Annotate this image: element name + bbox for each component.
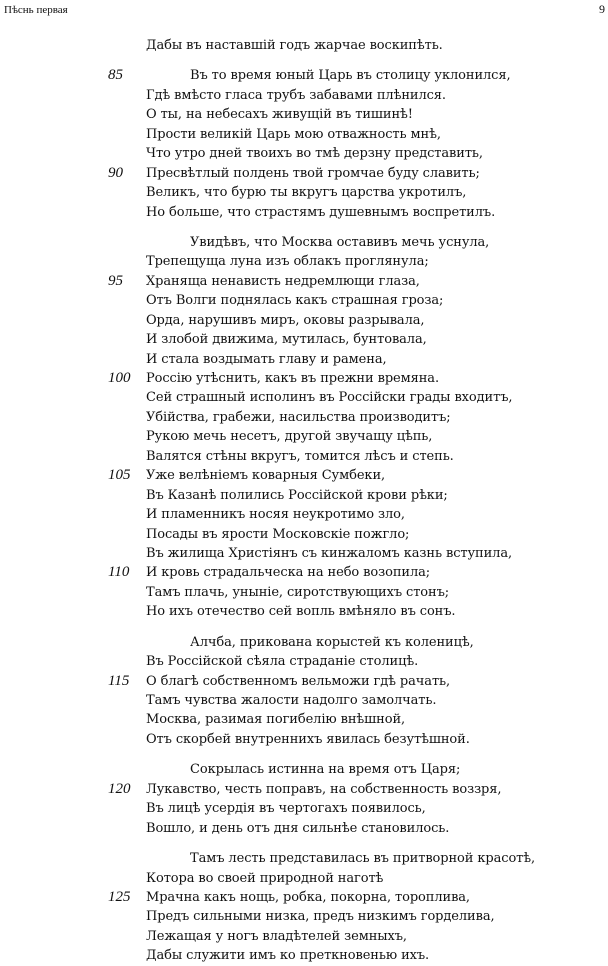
poem-line	[0, 369, 608, 388]
poem-line	[0, 330, 608, 349]
poem-line	[0, 311, 608, 330]
poem-line	[0, 427, 608, 446]
verse-text: Россію утѣснить, какъ въ прежни времяна.	[146, 371, 439, 386]
verse-text: Но больше, что страстямъ душевнымъ воспретилъ.	[146, 204, 496, 220]
poem-line	[0, 652, 608, 671]
poem-line	[0, 203, 608, 222]
poem-line	[0, 164, 608, 183]
line-number: 105	[108, 467, 131, 484]
poem-line	[0, 691, 608, 710]
poem-line	[0, 583, 608, 602]
poem-line	[0, 563, 608, 582]
line-number: 125	[108, 888, 131, 905]
verse-text: Орда, нарушивъ миръ, оковы разрывала,	[146, 312, 425, 328]
verse-text: Но ихъ отечество сей вопль вмѣняло въ сонъ.	[146, 604, 456, 620]
poem-line	[0, 869, 608, 888]
poem-line	[0, 125, 608, 144]
verse-text: Тамъ лесть представилась въ притворной красотѣ,	[190, 851, 536, 867]
verse-text: Въ Россійской сѣяла страданіе столицѣ.	[146, 654, 419, 670]
line-number: 85	[108, 67, 123, 84]
poem-line	[0, 907, 608, 926]
poem-line	[0, 927, 608, 946]
poem-line	[0, 672, 608, 691]
poem-line	[0, 730, 608, 749]
poem-line	[0, 447, 608, 466]
line-number: 115	[108, 672, 130, 689]
verse-text: Тамъ чувства жалости надолго замолчать.	[146, 693, 437, 708]
verse-text: Трепещуща луна изъ облакъ проглянула;	[146, 254, 429, 270]
verse-text: О благѣ собственномъ вельможи гдѣ рачать,	[146, 673, 451, 689]
poem-line	[0, 602, 608, 621]
verse-text: Сокрылась истинна на время отъ Царя;	[190, 762, 461, 778]
verse-text: Отъ Волги поднялась какъ страшная гроза;	[146, 293, 444, 309]
poem-text	[0, 36, 608, 966]
poem-line	[0, 466, 608, 485]
poem-line	[0, 946, 608, 965]
verse-text: Лежащая у ногъ владѣтелей земныхъ,	[146, 928, 407, 944]
verse-text: Въ жилища Христіянъ съ кинжаломъ казнь вступила,	[146, 545, 513, 561]
poem-line	[0, 799, 608, 818]
line-number: 95	[108, 272, 123, 289]
line-number: 110	[108, 564, 130, 581]
poem-line	[0, 183, 608, 202]
verse-text: Въ лицѣ усердія въ чертогахъ появилось,	[146, 801, 426, 817]
poem-line	[0, 388, 608, 407]
verse-text: Убійства, грабежи, насильства производитъ;	[146, 409, 451, 425]
poem-line	[0, 819, 608, 838]
verse-text: Въ то время юный Царь въ столицу уклонился,	[190, 68, 511, 84]
verse-text: Тамъ плачь, уныніе, сиротствующихъ стонъ;	[146, 584, 450, 600]
line-number: 120	[108, 780, 131, 797]
verse-text: Въ Казанѣ полились Россійской крови рѣки;	[146, 487, 448, 503]
running-head	[0, 0, 608, 20]
line-number: 90	[108, 164, 123, 181]
poem-line	[0, 888, 608, 907]
poem-line	[0, 233, 608, 252]
verse-text: Дабы въ наставшій годъ жарчае воскипѣть.	[146, 38, 443, 53]
running-head-title: Пѣснь первая	[4, 4, 68, 16]
verse-text: И стала воздымать главу и рамена,	[146, 351, 387, 367]
verse-text: Дабы служити имъ ко преткновенью ихъ.	[146, 948, 430, 964]
verse-text: Сей страшный исполинъ въ Россійски грады входитъ,	[146, 390, 513, 406]
poem-line	[0, 780, 608, 799]
poem-line	[0, 710, 608, 729]
verse-text: Мрачна какъ нощь, робка, покорна, тороплива,	[146, 889, 470, 905]
poem-line	[0, 633, 608, 652]
verse-text: Посады въ ярости Московскіе пожгло;	[146, 526, 410, 542]
poem-line	[0, 272, 608, 291]
verse-text: Котора во своей природной наготѣ	[146, 870, 384, 886]
poem-line	[0, 760, 608, 779]
line-number: 100	[108, 370, 131, 386]
verse-text: Гдѣ вмѣсто гласа трубъ забавами плѣнился.	[146, 87, 446, 103]
verse-text: Великъ, что бурю ты вкругъ царства укротилъ,	[146, 185, 467, 201]
verse-text: И пламенникъ носяя неукротимо зло,	[146, 507, 405, 523]
verse-text: Уже велѣніемъ коварныя Сумбеки,	[146, 468, 386, 484]
poem-line	[0, 350, 608, 369]
verse-text: Алчба, прикована корыстей къ коленицѣ,	[190, 634, 474, 650]
verse-text: Вошло, и день отъ дня сильнѣе становилось.	[146, 820, 450, 836]
poem-line	[0, 36, 608, 55]
verse-text: О ты, на небесахъ живущій въ тишинѣ!	[146, 107, 413, 123]
poem-line	[0, 252, 608, 271]
poem-line	[0, 144, 608, 163]
verse-text: Пресвѣтлый полдень твой громчае буду славить;	[146, 165, 480, 181]
verse-text: Лукавство, честь поправъ, на собственность воззря,	[146, 781, 502, 797]
poem-line	[0, 105, 608, 124]
page-number: 9	[599, 2, 605, 16]
verse-text: Предъ сильными низка, предъ низкимъ горделива,	[146, 909, 495, 925]
verse-text: Валятся стѣны вкругъ, томится лѣсъ и степь.	[146, 448, 454, 464]
verse-text: Отъ скорбей внутреннихъ явилась безутѣшной.	[146, 731, 470, 747]
poem-line	[0, 544, 608, 563]
poem-line	[0, 505, 608, 524]
poem-line	[0, 486, 608, 505]
poem-line	[0, 525, 608, 544]
verse-text: Рукою мечь несетъ, другой звучащу цѣпь,	[146, 429, 433, 445]
verse-text: И кровь страдальческа на небо возопила;	[146, 565, 431, 581]
poem-line	[0, 291, 608, 310]
verse-text: Увидѣвъ, что Москва оставивъ мечь уснула,	[190, 234, 490, 250]
poem-line	[0, 849, 608, 868]
poem-line	[0, 66, 608, 85]
verse-text: Москва, разимая погибелію внѣшной,	[146, 712, 406, 728]
poem-line	[0, 86, 608, 105]
verse-text: И злобой движима, мутилась, бунтовала,	[146, 332, 427, 348]
poem-line	[0, 408, 608, 427]
verse-text: Что утро дней твоихъ во тмѣ дерзну представить,	[146, 146, 483, 162]
verse-text: Храняща ненависть недремлющи глаза,	[146, 273, 420, 289]
verse-text: Прости великій Царь мою отважность мнѣ,	[146, 126, 441, 142]
